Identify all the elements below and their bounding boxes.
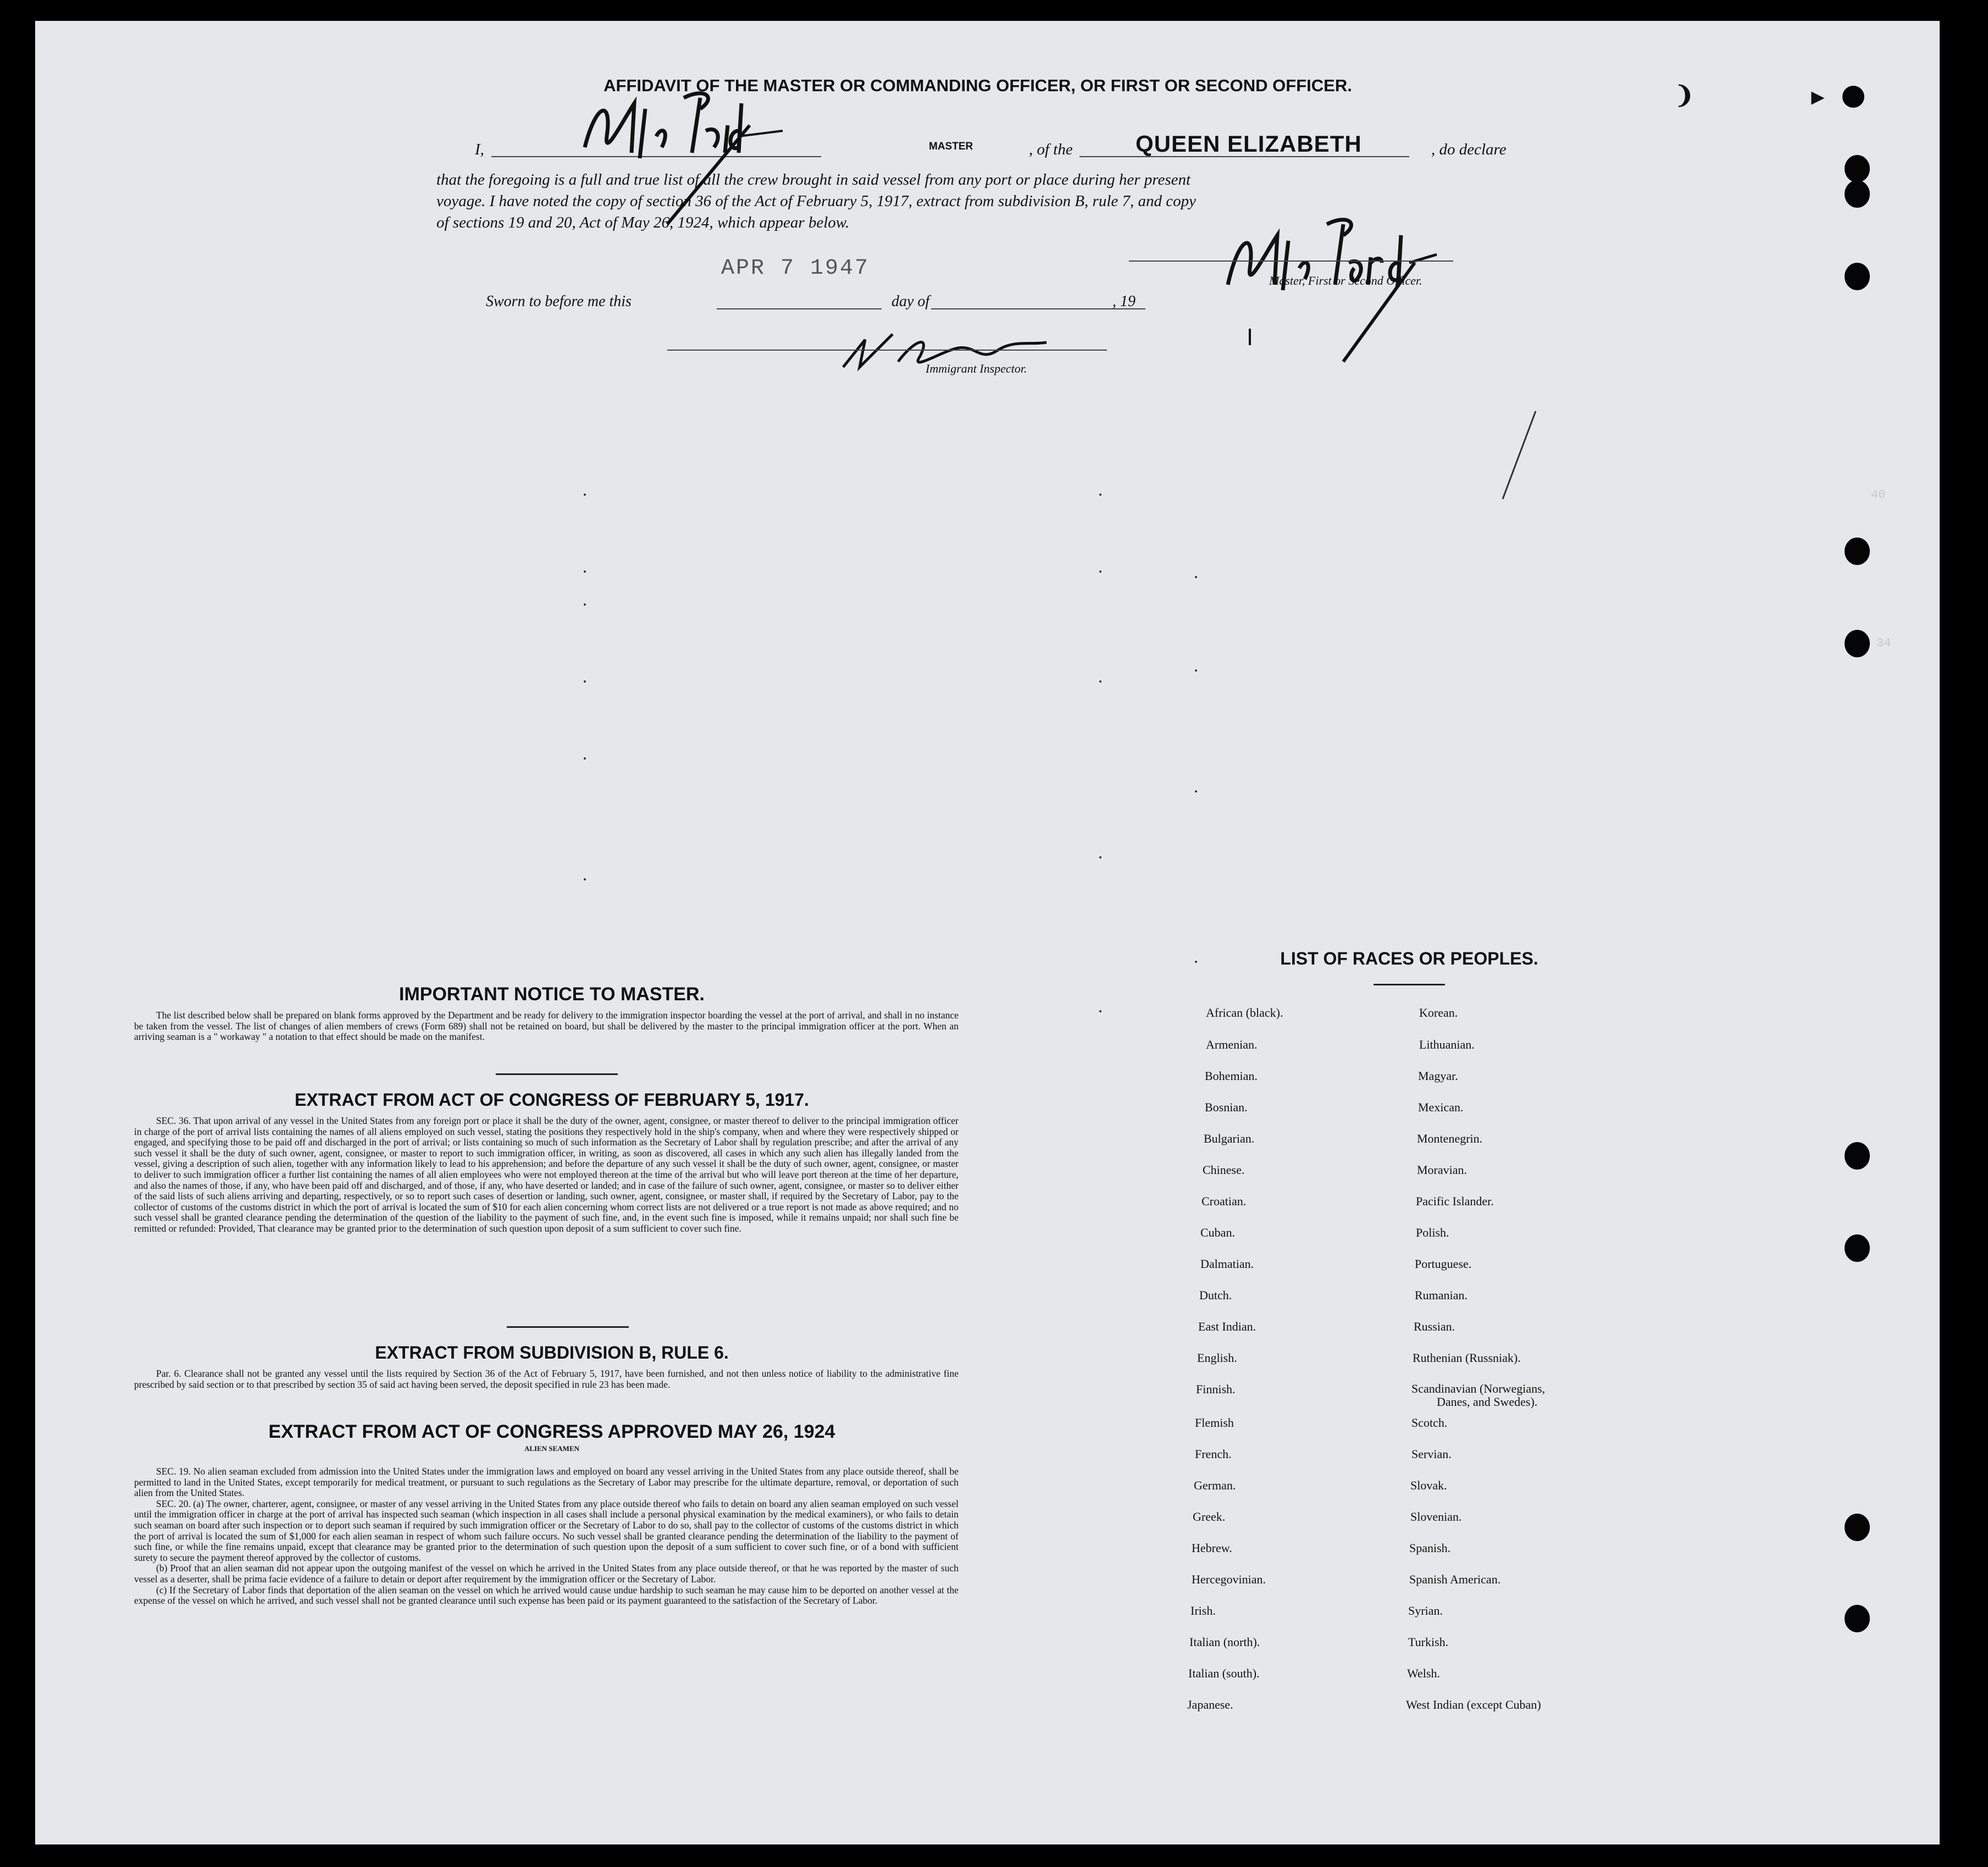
race-item: African (black). bbox=[1206, 1006, 1283, 1020]
divider bbox=[496, 1073, 618, 1075]
race-item: East Indian. bbox=[1198, 1320, 1256, 1333]
manifest-page bbox=[35, 21, 1940, 1844]
leader-dot bbox=[1099, 570, 1101, 573]
leader-dot bbox=[1099, 856, 1101, 858]
punch-hole bbox=[1845, 180, 1870, 208]
leader-dot bbox=[584, 494, 586, 496]
race-item: Pacific Islander. bbox=[1416, 1194, 1494, 1208]
divider bbox=[1374, 984, 1445, 985]
act1917-body: SEC. 36. That upon arrival of any vessel in the United States from any foreign port or place it shall be the duty of the owner, agent, consignee, or master thereof to deliver to the principal immigration officer in charge of the port of arrival lists containing the names of all aliens employed on such vessel, stating the positions they respectively hold in the ship's company, when and where they were respectively shipped or engaged, and specifying those to be paid off and discharged in the port of arrival; or lists containing so much of such information as the Secretary of Labor shall by regulation prescribe; and after the arrival of any such vessel it shall be the duty of such owner, agent, consignee, or master to report to such immigration officer, in writing, as soon as discovered, all cases in which any such alien has illegally landed from the vessel, giving a description of such alien, together with any information likely to lead to his apprehension; and before the departure of any such vessel it shall be the duty of such owner, agent, consignee, or master to deliver to such immigration officer a further list containing the names of all alien employees who were not employed thereon at the time of the arrival but who will leave port thereon at the time of her departure, and also the names of those, if any, who have been paid off and discharged, and of those, if any, who have deserted or landed; and in case of the failure of such owner, agent, consignee, or master so to deliver either of the said lists of such aliens arriving and departing, respectively, or so to report such cases of desertion or landing, such owner, agent, consignee, or master shall, if required by the Secretary of Labor, pay to the collector of customs of the customs district in which the port of arrival is located the sum of $10 for each alien concerning whom correct lists are not delivered or a true report is not made as above required; and no such vessel shall be granted clearance pending the determination of the question of the liability to the payment of such fine, and, in the event such fine is imposed, while it remains unpaid; nor shall such fine be remitted or refunded: Provided, That clearance may be granted prior to the determination of such question upon deposit of a sum sufficient to cover such fine. bbox=[134, 1115, 959, 1234]
year-label: , 19 bbox=[1112, 293, 1136, 310]
subdivision-body: Par. 6. Clearance shall not be granted any vessel until the lists required by Section 36 of the Act of February 5, 1917, have been furnished, and not then unless notice of liability to the administrative fine prescribed by said section or to that prescribed by section 35 of said act having been served, the deposit specified in rule 23 has been made. bbox=[134, 1368, 959, 1390]
inspector-caption: Immigrant Inspector. bbox=[926, 362, 1027, 375]
do-declare-label: , do declare bbox=[1431, 141, 1507, 158]
punch-hole bbox=[1845, 1234, 1870, 1262]
race-item: Mexican. bbox=[1418, 1100, 1464, 1114]
vessel-name: QUEEN ELIZABETH bbox=[1136, 131, 1362, 157]
race-item: French. bbox=[1195, 1447, 1232, 1461]
race-item: Irish. bbox=[1190, 1604, 1216, 1617]
race-item: Flemish bbox=[1195, 1416, 1234, 1430]
punch-hole bbox=[1845, 1142, 1870, 1170]
notice-body: The list described below shall be prepared on blank forms approved by the Department and be ready for delivery to the immigration inspector boarding the vessel at the port of arrival, and shall in no instance be taken from the vessel. The list of changes of alien members of crews (Form 689) shall not be retained on board, but shall be delivered by the master to the principal immigration officer at the port. When an arriving seaman is a " workaway " a notation to that effect should be made on the manifest. bbox=[134, 1010, 959, 1043]
race-item: Servian. bbox=[1411, 1447, 1452, 1461]
punch-hole bbox=[1845, 1514, 1870, 1541]
race-item: Hercegovinian. bbox=[1192, 1572, 1266, 1586]
leader-dot bbox=[584, 570, 586, 573]
leader-dot bbox=[1195, 961, 1197, 963]
affidavit-signature bbox=[574, 87, 805, 230]
sworn-day-line bbox=[717, 308, 882, 309]
race-item: Portuguese. bbox=[1415, 1257, 1472, 1271]
leader-dot bbox=[1195, 790, 1197, 793]
leader-dot bbox=[1195, 669, 1197, 672]
race-item: Syrian. bbox=[1408, 1604, 1443, 1617]
race-item: Bohemian. bbox=[1205, 1069, 1258, 1083]
leader-dot bbox=[1099, 1010, 1101, 1012]
act1924-body: SEC. 19. No alien seaman excluded from admission into the United States under the immigration laws and employed on board any vessel arriving in the United States from any place outside thereof, shall be permitted to land in the United States, except temporarily for medical treatment, or pursuant to such regulations as the Secretary of Labor may prescribe for the ultimate departure, removal, or deportation of such alien from the United States. SEC. 20. (a) The owner, charterer, agent, consignee, or master of any vessel arriving in the United States from any place outside thereof who fails to detain on board any alien seaman employed on such vessel until the immigration officer in charge at the port of arrival has inspected such seaman (which inspection in all cases shall include a personal physical examination by the medical examiners), or who fails to detain such seaman on board after such inspection or to deport such seaman if required by such immigration officer or the Secretary of Labor to do so, shall pay to the collector of customs of the customs district in which the port of arrival is located the sum of $1,000 for each alien seaman in respect of whom such failure occurs. No such vessel shall be granted clearance pending the determination of the liability to the payment of such fine, or while the fine remains unpaid, except that clearance may be granted prior to the determination of such question upon the deposit of a sum sufficient to cover such fine, or of a bond with sufficient surety to secure the payment thereof approved by the collector of customs. (b) Proof that an alien seaman did not appear upon the outgoing manifest of the vessel on which he arrived in the United States from any place outside thereof, or that he was reported by the master of such vessel as a deserter, shall be prima facie evidence of a failure to detain or deport after requirement by the immigration officer or the Secretary of Labor. (c) If the Secretary of Labor finds that deportation of the alien seaman on the vessel on which he arrived would cause undue hardship to such seaman he may cause him to be deported on another vessel at the expense of the vessel on which he arrived, and such vessel shall not be granted clearance until such expense has been paid or its payment guaranteed to the satisfaction of the Secretary of Labor. bbox=[134, 1466, 959, 1606]
leader-dot bbox=[584, 603, 586, 606]
leader-dot bbox=[1099, 494, 1101, 496]
race-item: Magyar. bbox=[1418, 1069, 1458, 1083]
race-item: Polish. bbox=[1416, 1226, 1449, 1239]
master-sign-line bbox=[1129, 261, 1453, 262]
race-item: Italian (north). bbox=[1189, 1635, 1260, 1649]
affidavit-body: that the foregoing is a full and true list of all the crew brought in said vessel from any port or place during her present voyage. I have noted the copy of section 36 of the Act of February 5, 1917, extract from subdivision B, rule 7, and copy of sections 19 and 20, Act of May 26, 1924, which appear below. bbox=[436, 171, 1197, 231]
race-item: German. bbox=[1194, 1478, 1236, 1492]
act1924-subtitle: ALIEN SEAMEN bbox=[524, 1444, 580, 1453]
leader-dot bbox=[584, 757, 586, 760]
race-item: Lithuanian. bbox=[1419, 1038, 1475, 1051]
date-stamp: APR 7 1947 bbox=[721, 256, 870, 281]
race-item: Dutch. bbox=[1199, 1288, 1232, 1302]
race-item: Chinese. bbox=[1203, 1163, 1245, 1177]
subdivision-title: EXTRACT FROM SUBDIVISION B, RULE 6. bbox=[375, 1343, 729, 1362]
punch-hole bbox=[1845, 630, 1870, 657]
act1924-title: EXTRACT FROM ACT OF CONGRESS APPROVED MAY 26, 1924 bbox=[268, 1421, 835, 1442]
of-the-label: , of the bbox=[1029, 141, 1073, 158]
leader-dot bbox=[1099, 680, 1101, 683]
race-item: Ruthenian (Russniak). bbox=[1413, 1351, 1521, 1365]
races-title: LIST OF RACES OR PEOPLES. bbox=[1280, 949, 1538, 968]
sworn-label: Sworn to before me this bbox=[486, 293, 632, 310]
margin-mark: ❩ bbox=[1674, 82, 1694, 109]
race-item: Greek. bbox=[1193, 1510, 1226, 1523]
race-item: Bosnian. bbox=[1205, 1100, 1248, 1114]
punch-hole bbox=[1845, 155, 1870, 182]
margin-mark: ▸ bbox=[1812, 83, 1824, 110]
day-of-label: day of bbox=[891, 293, 930, 310]
punch-hole bbox=[1842, 86, 1864, 108]
leader-dot bbox=[1195, 576, 1197, 578]
race-item: West Indian (except Cuban) bbox=[1406, 1698, 1541, 1711]
affidavit-i: I, bbox=[475, 141, 484, 158]
inspector-sign-line bbox=[667, 350, 1107, 351]
race-item: Turkish. bbox=[1408, 1635, 1449, 1649]
race-item: Hebrew. bbox=[1192, 1541, 1232, 1555]
leader-dot bbox=[584, 680, 586, 683]
notice-title: IMPORTANT NOTICE TO MASTER. bbox=[399, 984, 705, 1005]
race-item: Italian (south). bbox=[1188, 1666, 1260, 1680]
race-item: Russian. bbox=[1414, 1320, 1455, 1333]
race-item: Slovenian. bbox=[1410, 1510, 1462, 1523]
race-item: Japanese. bbox=[1187, 1698, 1233, 1711]
race-item: Spanish American. bbox=[1409, 1572, 1501, 1586]
race-item: Bulgarian. bbox=[1204, 1132, 1255, 1145]
race-item: Rumanian. bbox=[1415, 1288, 1468, 1302]
race-item: Welsh. bbox=[1407, 1666, 1440, 1680]
punch-hole bbox=[1845, 263, 1870, 290]
race-item: Slovak. bbox=[1410, 1478, 1447, 1492]
race-item: Moravian. bbox=[1417, 1163, 1468, 1177]
race-item: Croatian. bbox=[1201, 1194, 1247, 1208]
punch-hole bbox=[1845, 1605, 1870, 1632]
bleed-through-text: 40 bbox=[1871, 488, 1886, 502]
affidavit-title: AFFIDAVIT OF THE MASTER OR COMMANDING OFFICER, OR FIRST OR SECOND OFFICER. bbox=[603, 76, 1352, 95]
act1917-title: EXTRACT FROM ACT OF CONGRESS OF FEBRUARY 5, 1917. bbox=[295, 1090, 809, 1110]
master-label: MASTER bbox=[929, 141, 973, 152]
race-item: English. bbox=[1197, 1351, 1237, 1365]
race-item: Dalmatian. bbox=[1200, 1257, 1254, 1271]
bleed-through-text: 34 bbox=[1876, 636, 1891, 650]
race-item: Spanish. bbox=[1409, 1541, 1451, 1555]
master-sign-caption: Master, First or Second Officer. bbox=[1269, 274, 1422, 287]
race-item: Korean. bbox=[1419, 1006, 1458, 1020]
pen-mark bbox=[1492, 406, 1541, 505]
race-item: Montenegrin. bbox=[1417, 1132, 1483, 1145]
race-item: Finnish. bbox=[1196, 1382, 1236, 1396]
race-item: Scandinavian (Norwegians, Danes, and Swedes). bbox=[1411, 1382, 1546, 1409]
divider bbox=[507, 1326, 629, 1328]
race-item: Scotch. bbox=[1411, 1416, 1448, 1430]
race-item: Armenian. bbox=[1206, 1038, 1258, 1051]
leader-dot bbox=[584, 878, 586, 880]
race-item: Cuban. bbox=[1200, 1226, 1235, 1239]
punch-hole bbox=[1845, 538, 1870, 565]
